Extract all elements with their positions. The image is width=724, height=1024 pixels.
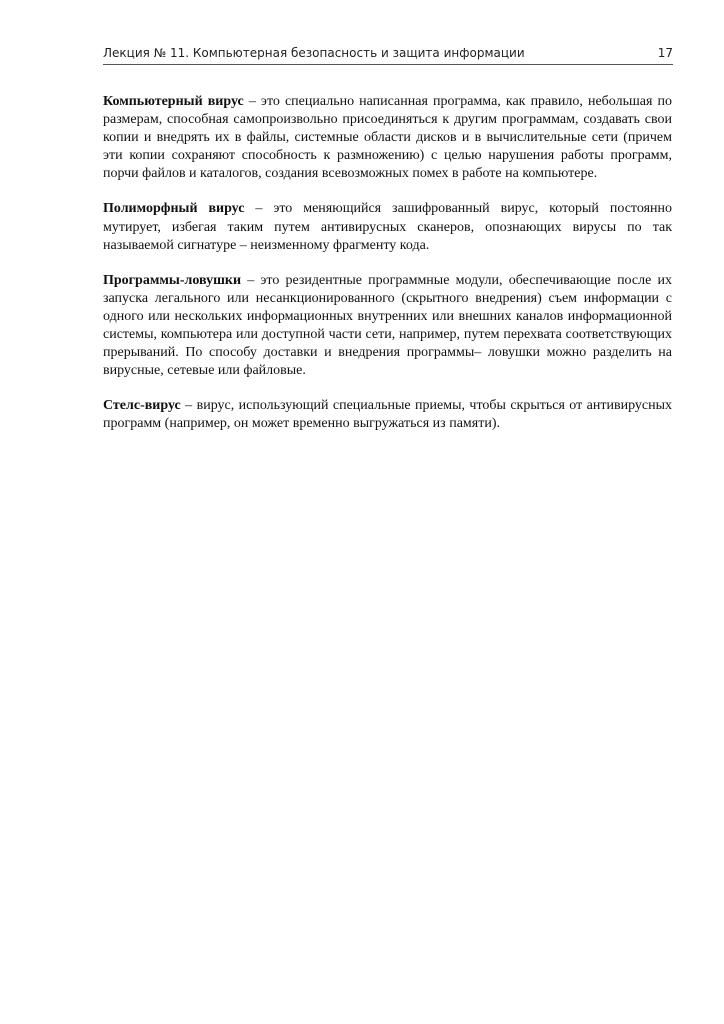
page-header: [103, 44, 673, 65]
paragraph-trap-programs: [103, 272, 672, 381]
term-trap-programs: Программы-ловушки: [103, 272, 242, 288]
page-number: 17: [657, 46, 673, 60]
term-polymorphic-virus: Полиморфный вирус: [103, 201, 245, 217]
term-computer-virus: Компьютерный вирус: [103, 94, 244, 109]
paragraph-stealth-virus: [103, 397, 672, 433]
term-stealth-virus: Стелс-вирус: [103, 398, 181, 414]
paragraph-polymorphic-virus: [103, 200, 672, 254]
definition-polymorphic-virus: – это меняющийся зашифрованный вирус, который постоянно мутирует, избегая таким путем антивирусных сканеров, опознающих вирусы по так называемой сигнатуре – неизменному фрагменту кода.: [103, 201, 672, 253]
header-title: Лекция № 11. Компьютерная безопасность и защита информации: [103, 46, 525, 60]
page-content: [103, 93, 672, 451]
definition-stealth-virus: – вирус, использующий специальные приемы, чтобы скрыться от антивирусных программ (например, он может временно выгружаться из памяти).: [103, 398, 672, 432]
definition-computer-virus: – это специально написанная программа, как правило, небольшая по размерам, способная самопроизвольно присоединяться к другим программам, создавать свои копии и внедрять их в файлы, системные области дисков и в вычислительные сети (причем эти копии сохраняют способность к размножению) с целью нарушения работы программ, порчи файлов и каталогов, создания всевозможных помех в работе на компьютере.: [103, 94, 672, 182]
definition-trap-programs: – это резидентные программные модули, обеспечивающие после их запуска легального или несанкционированного (скрытного внедрения) съем информации с одного или нескольких информационных внутренних или внешних каналов информационной системы, компьютера или доступной части сети, например, путем перехвата соответствующих прерываний. По способу доставки и внедрения программы– ловушки можно разделить на вирусные, сетевые или файловые.: [103, 272, 672, 379]
paragraph-computer-virus: [103, 93, 672, 183]
